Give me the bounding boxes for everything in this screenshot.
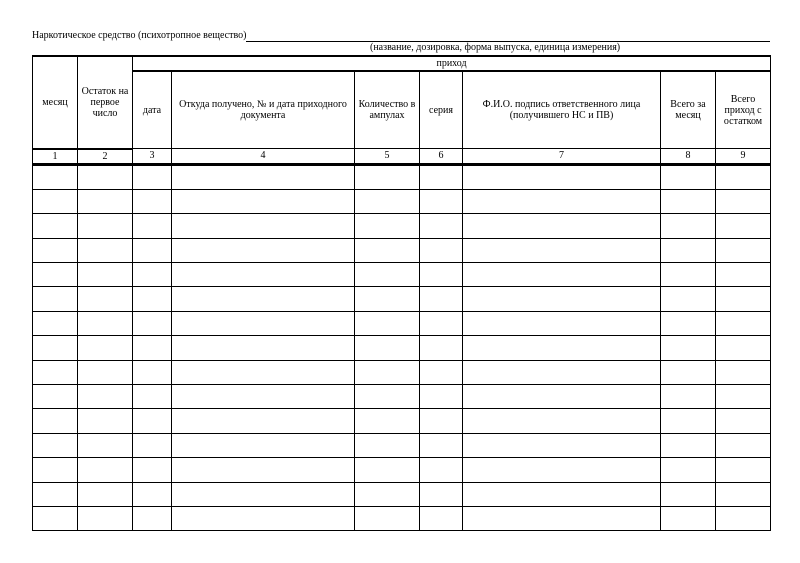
table-cell[interactable] xyxy=(78,311,133,335)
table-cell[interactable] xyxy=(661,311,716,335)
table-cell[interactable] xyxy=(661,360,716,384)
table-cell[interactable] xyxy=(420,164,463,189)
table-cell[interactable] xyxy=(172,458,355,482)
table-cell[interactable] xyxy=(355,189,420,213)
table-cell[interactable] xyxy=(172,238,355,262)
table-cell[interactable] xyxy=(172,189,355,213)
table-cell[interactable] xyxy=(172,311,355,335)
table-cell[interactable] xyxy=(33,214,78,238)
col-number: 9 xyxy=(716,149,771,165)
col-header-6: серия xyxy=(420,71,463,149)
table-cell[interactable] xyxy=(133,263,172,287)
table-row xyxy=(33,482,771,506)
table-cell[interactable] xyxy=(355,458,420,482)
table-cell[interactable] xyxy=(420,189,463,213)
table-cell[interactable] xyxy=(355,433,420,457)
table-cell[interactable] xyxy=(463,506,661,530)
table-cell[interactable] xyxy=(133,164,172,189)
table-cell[interactable] xyxy=(78,409,133,433)
table-cell[interactable] xyxy=(716,336,771,360)
table-cell[interactable] xyxy=(463,360,661,384)
table-cell[interactable] xyxy=(661,336,716,360)
table-cell[interactable] xyxy=(78,433,133,457)
table-cell[interactable] xyxy=(420,360,463,384)
table-cell[interactable] xyxy=(33,409,78,433)
table-cell[interactable] xyxy=(172,214,355,238)
table-cell[interactable] xyxy=(661,214,716,238)
table-cell[interactable] xyxy=(172,287,355,311)
table-cell[interactable] xyxy=(463,409,661,433)
table-cell[interactable] xyxy=(355,311,420,335)
table-cell[interactable] xyxy=(172,433,355,457)
table-cell[interactable] xyxy=(420,263,463,287)
table-row xyxy=(33,433,771,457)
table-cell[interactable] xyxy=(661,238,716,262)
group-header-income: приход xyxy=(133,56,771,71)
table-cell[interactable] xyxy=(716,360,771,384)
table-cell[interactable] xyxy=(420,287,463,311)
table-cell[interactable] xyxy=(78,214,133,238)
table-cell[interactable] xyxy=(463,433,661,457)
col-header-9: Всего приход с остатком xyxy=(716,71,771,149)
table-cell[interactable] xyxy=(78,287,133,311)
table-cell[interactable] xyxy=(355,506,420,530)
table-cell[interactable] xyxy=(661,189,716,213)
col-header-8: Всего за месяц xyxy=(661,71,716,149)
table-cell[interactable] xyxy=(463,311,661,335)
table-cell[interactable] xyxy=(661,409,716,433)
table-cell[interactable] xyxy=(78,482,133,506)
table-cell[interactable] xyxy=(172,482,355,506)
table-cell[interactable] xyxy=(355,360,420,384)
col-header-2: Остаток на первое число xyxy=(78,56,133,149)
table-row xyxy=(33,311,771,335)
table-cell[interactable] xyxy=(661,433,716,457)
table-cell[interactable] xyxy=(33,189,78,213)
table-cell[interactable] xyxy=(661,458,716,482)
col-header-7: Ф.И.О. подпись ответственного лица (получившего НС и ПВ) xyxy=(463,71,661,149)
table-cell[interactable] xyxy=(33,164,78,189)
table-cell[interactable] xyxy=(661,385,716,409)
table-cell[interactable] xyxy=(716,263,771,287)
document-title-line xyxy=(32,28,770,42)
table-cell[interactable] xyxy=(716,238,771,262)
table-cell[interactable] xyxy=(133,214,172,238)
table-row xyxy=(33,458,771,482)
title-hint: (название, дозировка, форма выпуска, единица измерения) xyxy=(370,42,621,53)
col-number: 5 xyxy=(355,149,420,165)
table-cell[interactable] xyxy=(172,360,355,384)
ledger-table xyxy=(32,55,771,531)
table-cell[interactable] xyxy=(463,164,661,189)
table-cell[interactable] xyxy=(420,214,463,238)
table-cell[interactable] xyxy=(172,336,355,360)
table-cell[interactable] xyxy=(716,458,771,482)
table-cell[interactable] xyxy=(661,287,716,311)
col-header-1: месяц xyxy=(33,56,78,149)
ledger-body xyxy=(33,164,771,531)
col-number: 7 xyxy=(463,149,661,165)
col-header-5: Количество в ампулах xyxy=(355,71,420,149)
table-cell[interactable] xyxy=(133,433,172,457)
table-cell[interactable] xyxy=(463,214,661,238)
table-cell[interactable] xyxy=(172,506,355,530)
table-cell[interactable] xyxy=(716,214,771,238)
table-cell[interactable] xyxy=(661,263,716,287)
table-row xyxy=(33,263,771,287)
table-cell[interactable] xyxy=(463,189,661,213)
table-cell[interactable] xyxy=(133,360,172,384)
table-cell[interactable] xyxy=(33,263,78,287)
table-cell[interactable] xyxy=(420,433,463,457)
table-cell[interactable] xyxy=(133,336,172,360)
table-cell[interactable] xyxy=(463,458,661,482)
table-cell[interactable] xyxy=(661,482,716,506)
table-row xyxy=(33,409,771,433)
table-cell[interactable] xyxy=(355,409,420,433)
table-cell[interactable] xyxy=(133,287,172,311)
col-number: 1 xyxy=(33,149,78,165)
table-cell[interactable] xyxy=(133,482,172,506)
table-cell[interactable] xyxy=(33,482,78,506)
table-row xyxy=(33,360,771,384)
table-cell[interactable] xyxy=(33,311,78,335)
table-cell[interactable] xyxy=(33,287,78,311)
col-header-4: Откуда получено, № и дата приходного документа xyxy=(172,71,355,149)
table-cell[interactable] xyxy=(420,482,463,506)
table-cell[interactable] xyxy=(33,238,78,262)
table-cell[interactable] xyxy=(355,336,420,360)
table-cell[interactable] xyxy=(133,311,172,335)
table-cell[interactable] xyxy=(420,238,463,262)
table-cell[interactable] xyxy=(172,164,355,189)
table-cell[interactable] xyxy=(78,189,133,213)
table-cell[interactable] xyxy=(716,506,771,530)
table-cell[interactable] xyxy=(716,409,771,433)
col-header-3: дата xyxy=(133,71,172,149)
col-number: 4 xyxy=(172,149,355,165)
table-cell[interactable] xyxy=(463,263,661,287)
col-number: 3 xyxy=(133,149,172,165)
column-number-row xyxy=(33,149,771,165)
table-cell[interactable] xyxy=(661,164,716,189)
table-cell[interactable] xyxy=(78,336,133,360)
table-cell[interactable] xyxy=(463,336,661,360)
table-cell[interactable] xyxy=(355,263,420,287)
table-cell[interactable] xyxy=(420,385,463,409)
table-row xyxy=(33,189,771,213)
table-cell[interactable] xyxy=(716,189,771,213)
table-cell[interactable] xyxy=(78,360,133,384)
table-cell[interactable] xyxy=(133,458,172,482)
table-cell[interactable] xyxy=(716,482,771,506)
col-number: 6 xyxy=(420,149,463,165)
table-cell[interactable] xyxy=(463,238,661,262)
table-cell[interactable] xyxy=(78,458,133,482)
table-row xyxy=(33,385,771,409)
table-row xyxy=(33,336,771,360)
table-cell[interactable] xyxy=(78,238,133,262)
table-cell[interactable] xyxy=(420,458,463,482)
table-cell[interactable] xyxy=(33,458,78,482)
table-cell[interactable] xyxy=(33,385,78,409)
table-cell[interactable] xyxy=(716,164,771,189)
table-cell[interactable] xyxy=(355,385,420,409)
table-cell[interactable] xyxy=(33,433,78,457)
table-cell[interactable] xyxy=(355,238,420,262)
table-cell[interactable] xyxy=(33,336,78,360)
col-number: 8 xyxy=(661,149,716,165)
table-cell[interactable] xyxy=(133,189,172,213)
table-cell[interactable] xyxy=(716,433,771,457)
table-cell[interactable] xyxy=(33,360,78,384)
table-row xyxy=(33,238,771,262)
table-cell[interactable] xyxy=(133,409,172,433)
table-cell[interactable] xyxy=(172,263,355,287)
table-cell[interactable] xyxy=(172,385,355,409)
table-cell[interactable] xyxy=(133,238,172,262)
table-cell[interactable] xyxy=(133,385,172,409)
table-cell[interactable] xyxy=(33,506,78,530)
table-cell[interactable] xyxy=(172,409,355,433)
table-cell[interactable] xyxy=(463,482,661,506)
table-cell[interactable] xyxy=(355,287,420,311)
table-row xyxy=(33,506,771,530)
table-cell[interactable] xyxy=(355,164,420,189)
table-row xyxy=(33,214,771,238)
table-cell[interactable] xyxy=(420,311,463,335)
table-cell[interactable] xyxy=(420,409,463,433)
table-cell[interactable] xyxy=(420,506,463,530)
table-cell[interactable] xyxy=(355,214,420,238)
table-cell[interactable] xyxy=(78,164,133,189)
title-blank-line[interactable] xyxy=(246,31,770,42)
document-title: Наркотическое средство (психотропное вещество) xyxy=(32,30,247,41)
table-cell[interactable] xyxy=(420,336,463,360)
table-cell[interactable] xyxy=(716,385,771,409)
table-cell[interactable] xyxy=(78,263,133,287)
table-cell[interactable] xyxy=(661,506,716,530)
table-cell[interactable] xyxy=(78,385,133,409)
table-cell[interactable] xyxy=(463,287,661,311)
table-cell[interactable] xyxy=(133,506,172,530)
table-cell[interactable] xyxy=(355,482,420,506)
table-cell[interactable] xyxy=(463,385,661,409)
table-row xyxy=(33,287,771,311)
table-cell[interactable] xyxy=(716,311,771,335)
table-cell[interactable] xyxy=(78,506,133,530)
col-number: 2 xyxy=(78,149,133,165)
table-cell[interactable] xyxy=(716,287,771,311)
table-row xyxy=(33,164,771,189)
